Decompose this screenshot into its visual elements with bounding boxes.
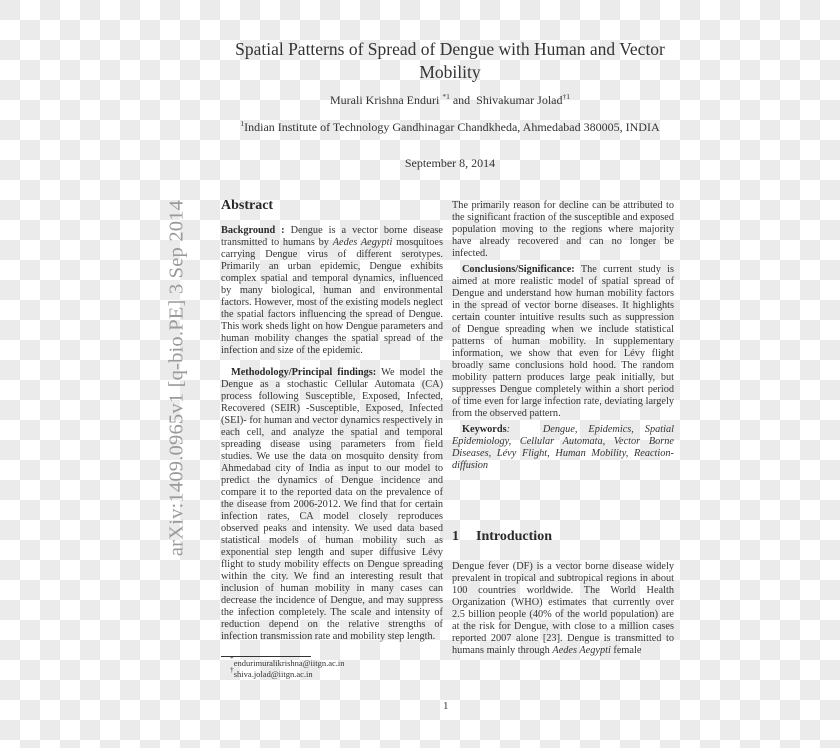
keywords-label: Keywords: [462, 424, 507, 435]
conclusions-label: Conclusions/Significance:: [462, 264, 575, 275]
arxiv-side-stamp: arXiv:1409.0965v1 [q-bio.PE] 3 Sep 2014: [165, 199, 188, 557]
conclusions-text: The current study is aimed at more realistic model of spatial spread of Dengue and understand how human mobility factors in the spread of vector borne diseases. It highlights certain counter intuitive results such as suppression of Dengue spreading when we include statistical patterns of human mobility. In supplementary information, we show that even for Lévy flight broadly same conclusions hold hood. The random mobility pattern produces large peak initially, but suppresses Dengue completely within a short period of time even for large infection rate, deviating largely from the observed pattern.: [452, 264, 674, 419]
methodology-continued: The primarily reason for decline can be attributed to the significant fraction of the susceptible and exposed population moving to the regions where majority have already recovered and can no longer be infected.: [452, 200, 674, 259]
section-title: Introduction: [476, 529, 552, 544]
methodology-label: Methodology/Principal findings:: [231, 367, 377, 378]
footnote-email: endurimuralikrishna@iitgn.ac.in: [233, 658, 345, 668]
paper-date: September 8, 2014: [404, 156, 496, 170]
section-number: 1: [452, 529, 459, 544]
footnote: [230, 654, 345, 669]
author-name: Murali Krishna Enduri: [330, 93, 440, 107]
background-text: Dengue is a vector borne disease transmitted to humans by: [221, 225, 443, 248]
introduction-text-cont: female: [610, 645, 642, 656]
footnote: [230, 665, 345, 680]
author-joiner: and: [452, 93, 471, 107]
footnote-mark: *: [230, 654, 234, 663]
affiliation: [215, 120, 685, 135]
introduction-heading: [452, 529, 552, 545]
affiliation-mark: 1: [240, 119, 245, 128]
footnote-mark: †: [230, 665, 234, 674]
footnote-rule: [221, 656, 311, 657]
author-mark: †1: [562, 92, 570, 101]
abstract-background: [221, 225, 443, 357]
author-mark: *1: [442, 92, 450, 101]
keywords-list: Dengue, Epidemics, Spatial Epidemiology, Cellular Automata, Vector Borne Diseases, Lévy Flight, Human Mobility, Reaction-diffusion: [452, 424, 674, 471]
left-column: [221, 197, 443, 643]
author-name: Shivakumar Jolad: [476, 93, 563, 107]
paper-title: Spatial Patterns of Spread of Dengue with Human and Vector Mobility: [235, 39, 665, 82]
footnotes: [230, 654, 345, 680]
affiliation-text: Indian Institute of Technology Gandhinagar Chandkheda, Ahmedabad 380005, INDIA: [244, 120, 660, 134]
author-line: [215, 93, 685, 108]
introduction-text: Dengue fever (DF) is a vector borne disease widely prevalent in tropical and subtropical regions in about 100 countries worldwide. The World Health Organization (WHO) estimates that currently over 2.5 billion people (40% of the world population) are at the risk for Dengue, with close to a million cases reported 2007 alone [23]. Dengue is transmitted to humans mainly through: [452, 561, 674, 656]
introduction-paragraph: [452, 561, 674, 657]
species-name: Aedes Aegypti: [552, 645, 611, 656]
footnote-email: shiva.jolad@iitgn.ac.in: [233, 669, 313, 679]
abstract-conclusions: [452, 264, 674, 420]
species-name: Aedes Aegypti: [332, 237, 393, 248]
right-column: [452, 200, 674, 472]
methodology-text: We model the Dengue as a stochastic Cellular Automata (CA) process following Susceptible, Exposed, Infected, Recovered (SEIR) -Susceptible, Exposed, Infected (SEI)- for human and vector dynamics respectively in each cell, and analyze the spatial and temporal spreading disease using parameters from field studies. We use the data on mosquito density from Ahmedabad city of India as input to our model to predict the dynamics of Dengue incidence and compare it to the reported data on the prevalence of the disease from 2006-2012. We find that for certain infection rates, CA model closely reproduces observed peaks and intensity. We used data based statistical models of human mobility such as exponential step length and super diffusive Lévy flight to study mobility effects on Dengue spreading within the city. We find an interesting result that inclusion of human mobility in many cases can decrease the incidence of Dengue, and may suppress the infection completely. The scale and intensity of reduction depend on the relative strengths of infection transmission rate and mobility step length.: [221, 367, 443, 642]
introduction-body: [452, 561, 674, 657]
page-number: 1: [443, 700, 449, 712]
abstract-keywords: Keywords: Dengue, Epidemics, Spatial Epidemiology, Cellular Automata, Vector Borne Diseases, Lévy Flight, Human Mobility, Reaction-diffusion: [452, 424, 674, 471]
background-text-cont: mosquitoes carrying Dengue virus of different serotypes. Primarily an urban epidemic, Dengue exhibits complex spatial and temporal dynamics, influenced by many biological, human and environmental factors. However, most of the existing models neglect the spatial factors influencing the spread of Dengue. This work sheds light on how Dengue parameters and human mobility changes the spatial spread of the infection and size of the epidemic.: [221, 237, 443, 356]
abstract-methodology: [221, 367, 443, 643]
background-label: Background :: [221, 225, 285, 236]
abstract-heading: Abstract: [221, 198, 274, 213]
